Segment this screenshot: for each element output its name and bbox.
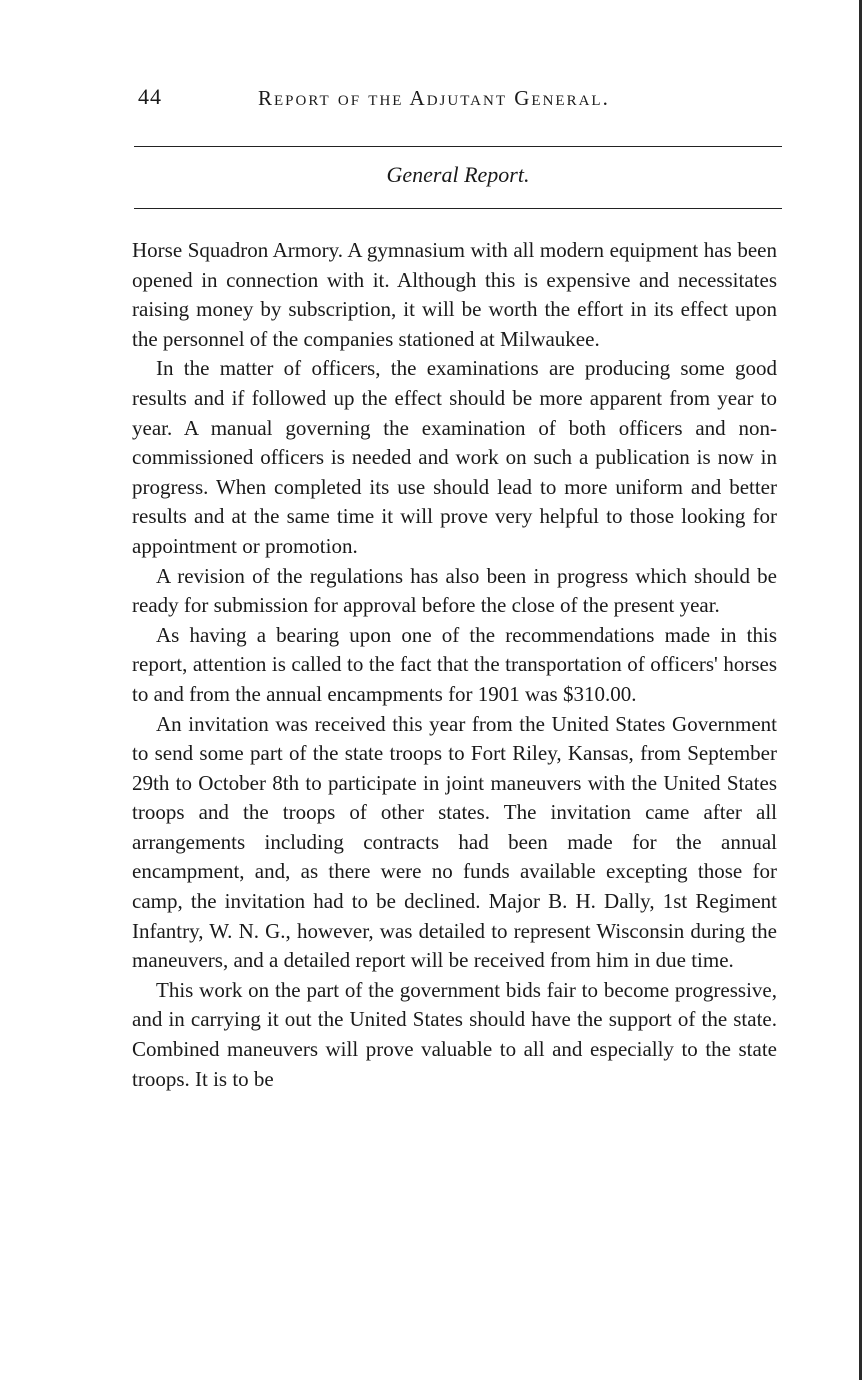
running-head: Report of the Adjutant General. bbox=[258, 86, 610, 110]
paragraph: In the matter of officers, the examinations are producing some good results and if followed up the effect should be more apparent from year to year. A manual governing the examination of both officers and non-commissioned officers is needed and work on such a publication is now in progress. When completed its use should lead to more uniform and better results and at the same time it will prove very helpful to those looking for appointment or promotion. bbox=[132, 356, 777, 558]
paragraph-continued: Horse Squadron Armory. A gymnasium with all modern equipment has been opened in connection with it. Although this is expensive and necessitates raising money by subscription, it will be worth the effort in its effect upon the personnel of the companies stationed at Milwaukee. bbox=[132, 238, 777, 351]
paragraph: This work on the part of the government bids fair to become progressive, and in carrying it out the United States should have the support of the state. Combined maneuvers will prove valuable to all and especially to the state troops. It is to be bbox=[132, 977, 777, 1091]
body-text bbox=[132, 236, 777, 1094]
section-title: General Report. bbox=[386, 162, 530, 187]
paragraph: A revision of the regulations has also been in progress which should be ready for submission for approval before the close of the present year. bbox=[132, 563, 777, 618]
page-header bbox=[138, 84, 782, 114]
paragraph: An invitation was received this year from the United States Government to send some part of the state troops to Fort Riley, Kansas, from September 29th to October 8th to participate in joint maneuvers with the United States troops and the troops of other states. The invitation came after all arrangements including contracts had been made for the annual encampment, and, as there were no funds available excepting those for camp, the invitation had to be declined. Major B. H. Dally, 1st Regiment Infantry, W. N. G., however, was detailed to represent Wisconsin during the maneuvers, and a detailed report will be received from him in due time. bbox=[132, 711, 777, 973]
header-rule-top bbox=[134, 146, 782, 147]
page-number: 44 bbox=[138, 84, 162, 109]
paragraph: As having a bearing upon one of the recommendations made in this report, attention is called to the fact that the transportation of officers' horses to and from the annual encampments for 1901 was $310.00. bbox=[132, 622, 777, 706]
header-rule-bottom bbox=[134, 208, 782, 209]
